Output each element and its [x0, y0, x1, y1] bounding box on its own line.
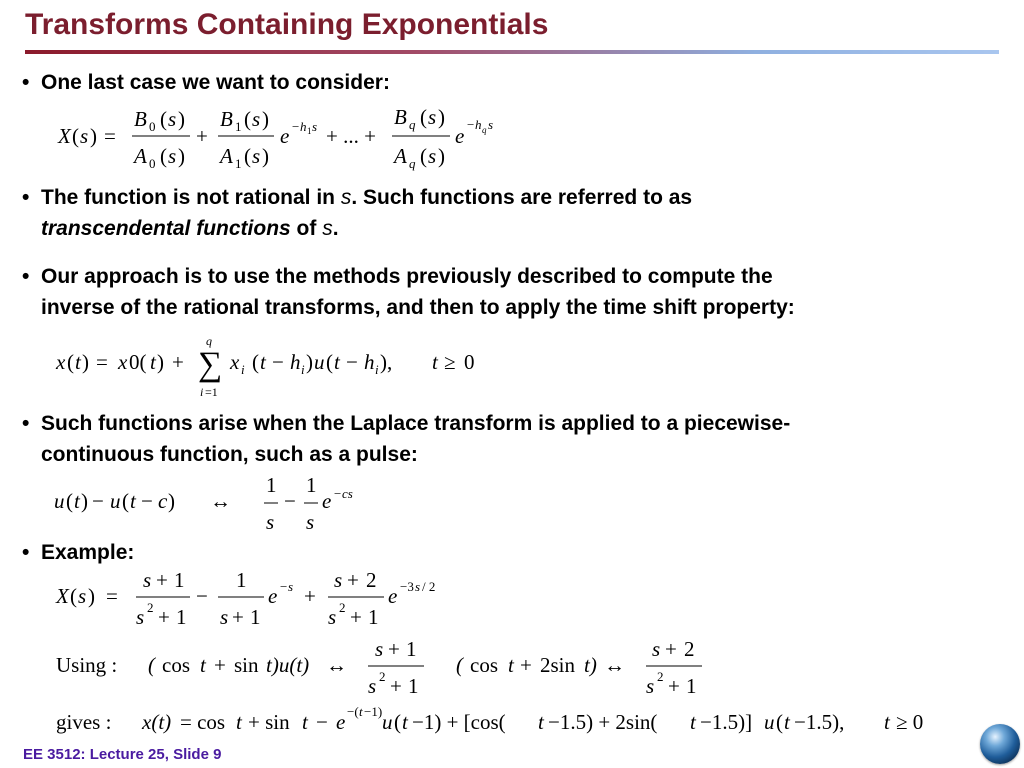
svg-text:= cos: = cos [180, 710, 226, 734]
svg-text:cos: cos [162, 653, 190, 677]
svg-text:q: q [409, 156, 416, 171]
equation-transcendental-x [50, 100, 510, 180]
svg-text:1: 1 [250, 605, 261, 629]
svg-text:1: 1 [368, 605, 379, 629]
svg-text:s: s [646, 674, 655, 698]
bullet-intro [22, 67, 390, 98]
svg-text:): ) [82, 350, 89, 374]
svg-text:−: − [284, 489, 296, 513]
svg-text:+: + [214, 653, 226, 677]
text-span: . [332, 217, 339, 240]
svg-text:(: ( [160, 144, 167, 168]
svg-text:−3: −3 [400, 579, 414, 594]
svg-text:): ) [438, 105, 445, 129]
svg-text:+: + [156, 568, 168, 592]
svg-text:(: ( [394, 710, 401, 734]
svg-text:−: − [467, 117, 475, 132]
svg-text:X: X [58, 124, 71, 148]
svg-text:(: ( [252, 350, 259, 374]
text-span: continuous function, such as a pulse: [41, 443, 418, 466]
svg-text:0(: 0( [129, 350, 147, 374]
svg-text:e: e [322, 489, 332, 513]
svg-text:s: s [252, 144, 261, 168]
svg-text:t: t [784, 710, 790, 734]
svg-text:(: ( [244, 144, 251, 168]
svg-text:−(: −( [347, 704, 359, 719]
svg-text:s: s [80, 124, 89, 148]
svg-text:↔: ↔ [604, 653, 625, 677]
page-title: Transforms Containing Exponentials [25, 8, 549, 41]
svg-text:2: 2 [147, 600, 154, 615]
svg-text:e: e [336, 710, 346, 734]
svg-text:+: + [172, 350, 184, 374]
svg-text:s: s [252, 107, 261, 131]
bullet-dot-icon: • [22, 412, 30, 435]
svg-text:=: = [106, 584, 118, 608]
svg-text:q: q [482, 125, 487, 135]
svg-text:−: − [292, 119, 300, 134]
svg-text:x: x [56, 350, 66, 374]
equation-pulse [50, 472, 380, 537]
svg-text:1: 1 [266, 473, 277, 497]
svg-text:0: 0 [464, 350, 475, 374]
svg-text:): ) [178, 107, 185, 131]
svg-text:−: − [334, 486, 342, 501]
svg-text:s: s [266, 510, 275, 534]
svg-text:2sin: 2sin [540, 653, 576, 677]
svg-text:q: q [409, 117, 416, 132]
text-span: The function is not rational in [41, 186, 341, 209]
title-divider [25, 50, 999, 54]
svg-text:≥: ≥ [444, 350, 456, 374]
bullet-approach [22, 261, 795, 323]
svg-text:+: + [668, 674, 680, 698]
svg-text:0: 0 [149, 156, 156, 171]
svg-text:(: ( [70, 584, 77, 608]
footer-slide-label: EE 3512: Lecture 25, Slide 9 [23, 746, 222, 763]
svg-text:1: 1 [235, 119, 242, 134]
svg-text:cs: cs [342, 486, 353, 501]
svg-text:2: 2 [657, 669, 664, 684]
gives-label: gives : [56, 710, 112, 734]
svg-text:e: e [268, 584, 278, 608]
svg-text:0: 0 [149, 119, 156, 134]
text-span: of [290, 217, 323, 240]
svg-text:t: t [884, 710, 890, 734]
svg-text:): ) [168, 489, 175, 513]
svg-text:t: t [402, 710, 408, 734]
svg-text:1: 1 [306, 473, 317, 497]
svg-text:−1.5),: −1.5), [794, 710, 845, 734]
emphasis-transcendental: transcendental functions [41, 217, 291, 240]
svg-text:=: = [104, 124, 116, 148]
svg-text:1: 1 [174, 568, 185, 592]
svg-text:t: t [130, 489, 136, 513]
equation-gives-result [50, 700, 950, 740]
svg-text:+: + [347, 568, 359, 592]
svg-text:h: h [475, 117, 482, 132]
svg-text:A: A [220, 144, 233, 168]
svg-text:−: − [272, 350, 284, 374]
svg-text:t: t [690, 710, 696, 734]
svg-text:1: 1 [236, 568, 247, 592]
svg-text:t: t [334, 350, 340, 374]
svg-text:): ) [88, 584, 95, 608]
bullet-example-text: Example: [41, 541, 135, 564]
globe-logo-icon [980, 724, 1020, 764]
bullet-dot-icon: • [22, 265, 30, 288]
svg-text:): ) [306, 350, 313, 374]
bullet-not-rational [22, 182, 692, 244]
svg-text:−1.5) + 2sin(: −1.5) + 2sin( [548, 710, 658, 734]
svg-text:−1.5)]: −1.5)] [700, 710, 753, 734]
svg-text:e: e [455, 124, 465, 148]
svg-text:e: e [280, 124, 290, 148]
equation-example-x [50, 563, 470, 633]
bullet-dot-icon: • [22, 186, 30, 209]
svg-text:x: x [230, 350, 240, 374]
svg-text:(: ( [67, 350, 74, 374]
svg-text:1: 1 [406, 637, 417, 661]
svg-text:): ) [262, 144, 269, 168]
svg-text:t: t [302, 710, 308, 734]
svg-text:−: − [316, 710, 328, 734]
svg-text:+: + [520, 653, 532, 677]
svg-text:h: h [300, 119, 307, 134]
svg-text:t: t [74, 489, 80, 513]
svg-text:e: e [388, 584, 398, 608]
svg-text:(: ( [160, 107, 167, 131]
svg-text:(: ( [420, 144, 427, 168]
svg-text:1: 1 [408, 674, 419, 698]
svg-text:s: s [220, 605, 229, 629]
bullet-dot-icon: • [22, 71, 30, 94]
svg-text:s: s [306, 510, 315, 534]
svg-text:u: u [54, 489, 65, 513]
equation-using-pairs [50, 632, 730, 702]
svg-text:s: s [368, 674, 377, 698]
svg-text:−: − [280, 579, 288, 594]
svg-text:t: t [432, 350, 438, 374]
svg-text:s: s [328, 605, 337, 629]
svg-text:+: + [304, 584, 316, 608]
svg-text:+: + [390, 674, 402, 698]
svg-text:≥ 0: ≥ 0 [896, 710, 924, 734]
svg-text:t): t) [584, 653, 597, 677]
svg-text:c: c [158, 489, 168, 513]
svg-text:↔: ↔ [210, 489, 231, 513]
svg-text:B: B [394, 105, 407, 129]
svg-text:s: s [168, 107, 177, 131]
svg-text:i: i [241, 362, 245, 377]
svg-text:2: 2 [366, 568, 377, 592]
svg-text:t: t [236, 710, 242, 734]
svg-text:q: q [206, 334, 212, 348]
svg-text:t: t [75, 350, 81, 374]
svg-text:+: + [158, 605, 170, 629]
svg-text:s: s [428, 144, 437, 168]
svg-text:1: 1 [686, 674, 697, 698]
svg-text:+: + [665, 637, 677, 661]
svg-text:+: + [388, 637, 400, 661]
svg-text:),: ), [380, 350, 393, 374]
svg-text:u: u [382, 710, 393, 734]
svg-text:s: s [415, 579, 421, 594]
svg-text:A: A [134, 144, 147, 168]
svg-text:u: u [110, 489, 121, 513]
svg-text:s: s [428, 105, 437, 129]
svg-text:): ) [178, 144, 185, 168]
svg-text:(: ( [420, 105, 427, 129]
svg-text:2: 2 [684, 637, 695, 661]
svg-text:t: t [538, 710, 544, 734]
svg-text:s: s [334, 568, 343, 592]
svg-text:sin: sin [234, 653, 259, 677]
svg-text:(: ( [456, 653, 463, 677]
variable-s: s [322, 217, 333, 240]
svg-text:∑: ∑ [198, 346, 223, 383]
svg-text:u: u [314, 350, 325, 374]
svg-text:−: − [92, 489, 104, 513]
bullet-approach-text [41, 261, 795, 323]
svg-text:s: s [288, 579, 294, 594]
bullet-dot-icon: • [22, 541, 30, 564]
svg-text:/ 2: / 2 [422, 579, 436, 594]
svg-text:↔: ↔ [326, 653, 347, 677]
svg-text:s: s [136, 605, 145, 629]
variable-s: s [340, 186, 352, 209]
svg-text:+: + [196, 124, 208, 148]
svg-text:x: x [118, 350, 128, 374]
svg-text:s: s [78, 584, 87, 608]
text-span: inverse of the rational transforms, and then to apply the time shift property: [41, 296, 795, 319]
svg-text:+: + [350, 605, 362, 629]
svg-text:t: t [260, 350, 266, 374]
svg-text:s: s [375, 637, 384, 661]
svg-text:=: = [96, 350, 108, 374]
svg-text:i: i [301, 362, 305, 377]
svg-text:2: 2 [339, 600, 346, 615]
svg-text:B: B [220, 107, 233, 131]
bullet-intro-text: One last case we want to consider: [41, 71, 390, 94]
svg-text:1: 1 [235, 156, 242, 171]
svg-text:−: − [346, 350, 358, 374]
svg-text:s: s [312, 119, 318, 134]
svg-text:+ ... +: + ... + [326, 124, 376, 148]
svg-text:): ) [157, 350, 164, 374]
svg-text:): ) [438, 144, 445, 168]
bullet-piecewise [22, 408, 790, 470]
svg-text:(: ( [72, 124, 79, 148]
svg-text:1: 1 [307, 126, 312, 136]
svg-text:): ) [90, 124, 97, 148]
svg-text:(: ( [122, 489, 129, 513]
svg-text:(: ( [326, 350, 333, 374]
svg-text:X: X [56, 584, 69, 608]
svg-text:(: ( [148, 653, 155, 677]
svg-text:2: 2 [379, 669, 386, 684]
svg-text:h: h [364, 350, 375, 374]
bullet-piecewise-text [41, 408, 790, 470]
svg-text:u: u [764, 710, 775, 734]
svg-text:s: s [652, 637, 661, 661]
svg-text:s: s [488, 117, 494, 132]
svg-text:−: − [196, 584, 208, 608]
text-span: . Such functions are referred to as [351, 186, 693, 209]
svg-text:t: t [508, 653, 514, 677]
svg-text:t: t [150, 350, 156, 374]
equation-time-shift [50, 332, 500, 402]
svg-text:1: 1 [176, 605, 187, 629]
svg-text:s: s [168, 144, 177, 168]
svg-text:=1: =1 [205, 385, 218, 399]
svg-text:i: i [200, 385, 204, 399]
svg-text:i: i [375, 362, 379, 377]
text-span: Such functions arise when the Laplace transform is applied to a piecewise- [41, 412, 791, 435]
svg-text:t: t [359, 704, 363, 719]
svg-text:+ sin: + sin [248, 710, 290, 734]
using-label: Using : [56, 653, 118, 677]
svg-text:t)u(t): t)u(t) [266, 653, 310, 677]
svg-text:−1): −1) [364, 704, 383, 719]
svg-text:(: ( [66, 489, 73, 513]
svg-text:h: h [290, 350, 301, 374]
svg-text:): ) [81, 489, 88, 513]
svg-text:): ) [262, 107, 269, 131]
svg-text:−1) + [cos(: −1) + [cos( [412, 710, 506, 734]
svg-text:−: − [141, 489, 153, 513]
svg-text:(: ( [776, 710, 783, 734]
svg-text:cos: cos [470, 653, 498, 677]
bullet-not-rational-text [41, 182, 692, 244]
svg-text:+: + [232, 605, 244, 629]
svg-text:x(t): x(t) [142, 710, 172, 734]
svg-text:t: t [200, 653, 206, 677]
svg-text:B: B [134, 107, 147, 131]
svg-text:(: ( [244, 107, 251, 131]
svg-text:A: A [394, 144, 407, 168]
svg-text:s: s [143, 568, 152, 592]
text-span: Our approach is to use the methods previously described to compute the [41, 265, 773, 288]
